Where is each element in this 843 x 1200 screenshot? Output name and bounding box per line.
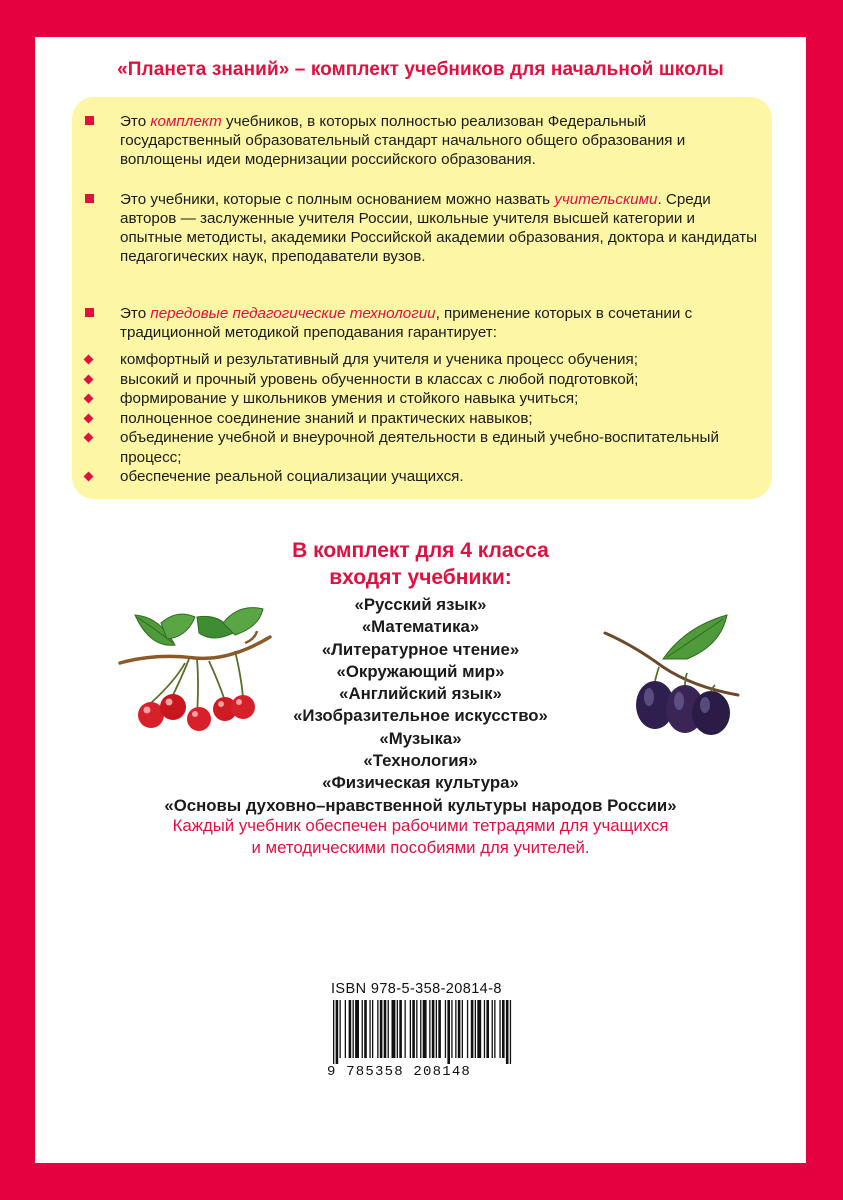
feature-paragraph-1: Это комплект учебников, в которых полностью реализован Федеральный государственный образовательный стандарт начального общего образования и воплощены идеи модернизации российского образования. [120, 112, 760, 169]
square-bullet-icon [85, 116, 94, 125]
list-item: «Русский язык» [354, 595, 487, 614]
list-item: «Изобразительное искусство» [293, 706, 548, 726]
isbn-block [327, 981, 523, 1080]
square-bullet-icon [85, 308, 94, 317]
materials-note: Каждый учебник обеспечен рабочими тетрадями для учащихся и методическими пособиями для учителей. [172, 816, 669, 857]
highlight-text: учительскими [554, 191, 658, 208]
highlight-text: передовые педагогические технологии [150, 305, 436, 322]
highlight-text: комплект [150, 113, 222, 130]
list-item: «Физическая культура» [322, 773, 519, 793]
diamond-bullet-icon [84, 394, 94, 404]
diamond-bullet-icon [84, 413, 94, 423]
list-item: «Окружающий мир» [336, 661, 505, 681]
list-item: комфортный и результативный для учителя и ученика процесс обучения; [120, 350, 760, 370]
list-item: «Английский язык» [339, 684, 502, 704]
diamond-bullet-icon [84, 355, 94, 365]
list-item: «Литературное чтение» [321, 639, 520, 659]
list-item: «Музыка» [379, 728, 462, 748]
benefits-list [120, 350, 760, 487]
diamond-bullet-icon [84, 433, 94, 443]
features-box [72, 97, 772, 499]
barcode-digits: 9 785358 208148 [327, 1064, 472, 1080]
list-item: объединение учебной и внеурочной деятельности в единый учебно-воспитательный процесс; [120, 428, 760, 467]
barcode-icon [331, 1000, 515, 1064]
list-item: «Технология» [363, 751, 478, 771]
diamond-bullet-icon [84, 472, 94, 482]
books-list [35, 594, 806, 817]
list-item: высокий и прочный уровень обученности в классах с любой подготовкой; [120, 370, 760, 390]
isbn-number: ISBN 978-5-358-20814-8 [331, 981, 502, 997]
diamond-bullet-icon [84, 374, 94, 384]
list-item: «Математика» [361, 617, 480, 637]
back-cover [35, 37, 806, 1163]
feature-paragraph-3: Это передовые педагогические технологии, применение которых в сочетании с традиционной методикой преподавания гарантирует: [120, 304, 760, 342]
feature-paragraph-2: Это учебники, которые с полным основанием можно назвать учительскими. Среди авторов — заслуженные учителя России, школьные учителя высшей категории и опытные методисты, академики Российской академии образования, доктора и кандидаты педагогических наук, преподаватели вузов. [120, 190, 760, 266]
list-item: обеспечение реальной социализации учащихся. [120, 467, 760, 487]
list-item: полноценное соединение знаний и практических навыков; [120, 409, 760, 429]
list-item: «Основы духовно–нравственной культуры народов России» [164, 795, 677, 815]
set-title: В комплект для 4 класса входят учебники: [292, 539, 549, 589]
page-heading: «Планета знаний» – комплект учебников для начальной школы [117, 59, 724, 80]
square-bullet-icon [85, 194, 94, 203]
list-item: формирование у школьников умения и стойкого навыка учиться; [120, 389, 760, 409]
